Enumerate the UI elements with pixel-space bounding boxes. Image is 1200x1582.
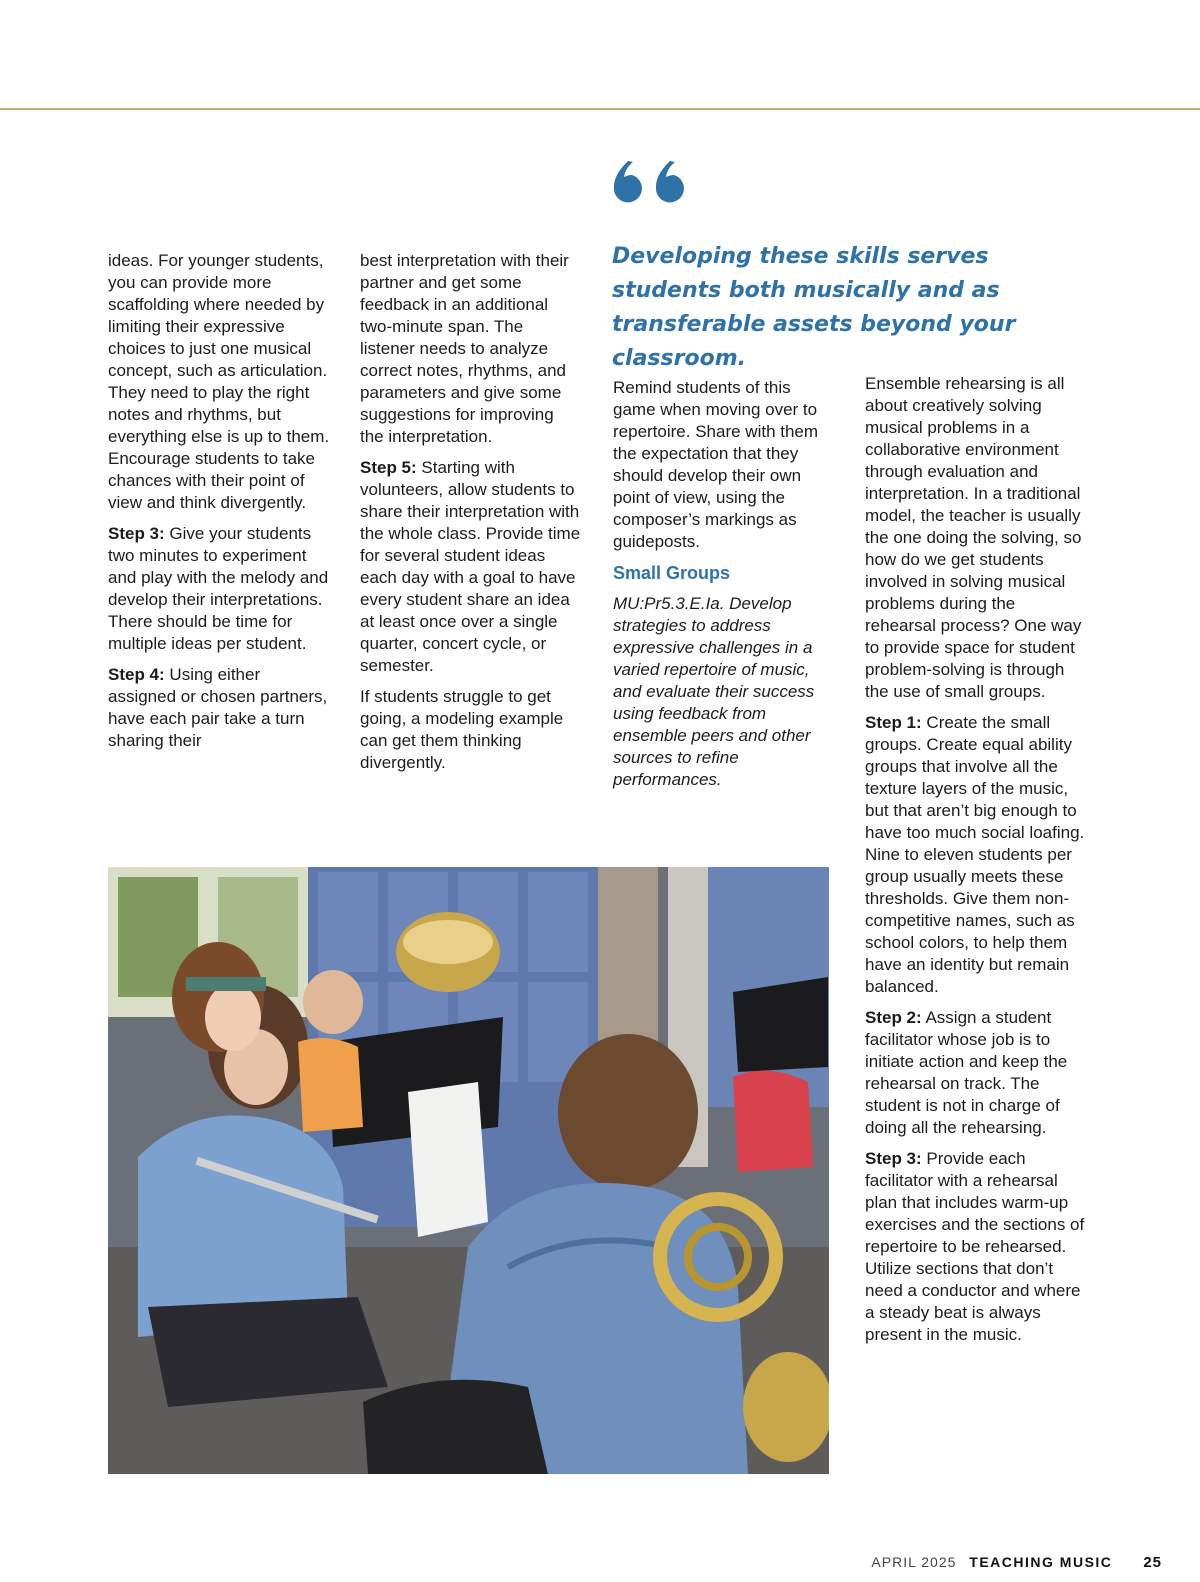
paragraph: Ensemble rehearsing is all about creatively solving musical problems in a collaborative environment through evaluation and interpretation. In a traditional model, the teacher is usually the one doing the solving, so how do we get students involved in solving musical problems during the rehearsal process? One way to provide space for student problem-solving is through the use of small groups.: [865, 374, 1082, 701]
step-paragraph: [360, 457, 582, 677]
step-paragraph: [865, 712, 1087, 998]
paragraph: ideas. For younger students, you can provide more scaffolding where needed by limiting their expressive choices to just one musical concept, such as articulation. They need to play the right notes and rhythms, but everything else is up to them. Encourage students to take chances with their point of view and think divergently.: [108, 251, 330, 512]
header-rule: [0, 108, 1200, 110]
rehearsal-photo: [108, 867, 829, 1474]
step-text: Give your students two minutes to experiment and play with the melody and develop their interpretations. There should be time for multiple ideas per student.: [108, 524, 329, 653]
pull-quote: Developing these skills serves students both musically and as transferable assets beyond your classroom.: [612, 244, 1016, 371]
step-text: Assign a student facilitator whose job is to initiate action and keep the rehearsal on track. The student is not in charge of doing all the rehearsing.: [865, 1008, 1068, 1137]
step-paragraph: [108, 523, 330, 655]
paragraph: Remind students of this game when moving over to repertoire. Share with them the expectation that they should develop their own point of view, using the composer’s markings as guideposts.: [613, 378, 819, 551]
article-column-1: [108, 250, 330, 761]
step-text: Create the small groups. Create equal ability groups that involve all the texture layers of the music, but that aren’t big enough to have too much social loafing. Nine to eleven students per group usually meets these thresholds. Give them non-competitive names, such as school colors, to help them have an identity but remain balanced.: [865, 713, 1085, 996]
step-text: Using either assigned or chosen partners, have each pair take a turn sharing their: [108, 665, 328, 750]
page-number: 25: [1143, 1554, 1162, 1571]
issue-date: APRIL 2025: [871, 1554, 957, 1570]
quote-mark-icon: [612, 155, 692, 203]
step-paragraph: [108, 664, 330, 752]
step-label: Step 1:: [865, 713, 922, 732]
step-text: Provide each facilitator with a rehearsal plan that includes warm-up exercises and the sections of repertoire to be rehearsed. Utilize sections that don’t need a conductor and where a steady beat is always present in the music.: [865, 1149, 1085, 1344]
article-column-3: [613, 377, 835, 800]
standard-citation: MU:Pr5.3.E.Ia. Develop strategies to address expressive challenges in a varied repertoire of music, and evaluate their success using feedback from ensemble peers and other sources to refine performances.: [613, 594, 815, 789]
paragraph: If students struggle to get going, a modeling example can get them thinking divergently.: [360, 687, 564, 772]
step-text: Starting with volunteers, allow students to share their interpretation with the whole class. Provide time for several student ideas each day with a goal to have every student share an idea at least once over a single quarter, concert cycle, or semester.: [360, 458, 581, 675]
page-footer: [871, 1554, 1162, 1571]
step-label: Step 5:: [360, 458, 417, 477]
magazine-title: TEACHING MUSIC: [969, 1554, 1113, 1570]
step-label: Step 3:: [108, 524, 165, 543]
step-paragraph: [865, 1148, 1087, 1346]
paragraph: best interpretation with their partner and get some feedback in an additional two-minute span. The listener needs to analyze correct notes, rhythms, and parameters and give some suggestions for improving the interpretation.: [360, 251, 569, 446]
article-column-4: [865, 373, 1087, 1355]
step-paragraph: [865, 1007, 1087, 1139]
step-label: Step 4:: [108, 665, 165, 684]
step-label: Step 3:: [865, 1149, 922, 1168]
step-label: Step 2:: [865, 1008, 922, 1027]
article-column-2: [360, 250, 582, 783]
section-heading: Small Groups: [613, 563, 731, 583]
